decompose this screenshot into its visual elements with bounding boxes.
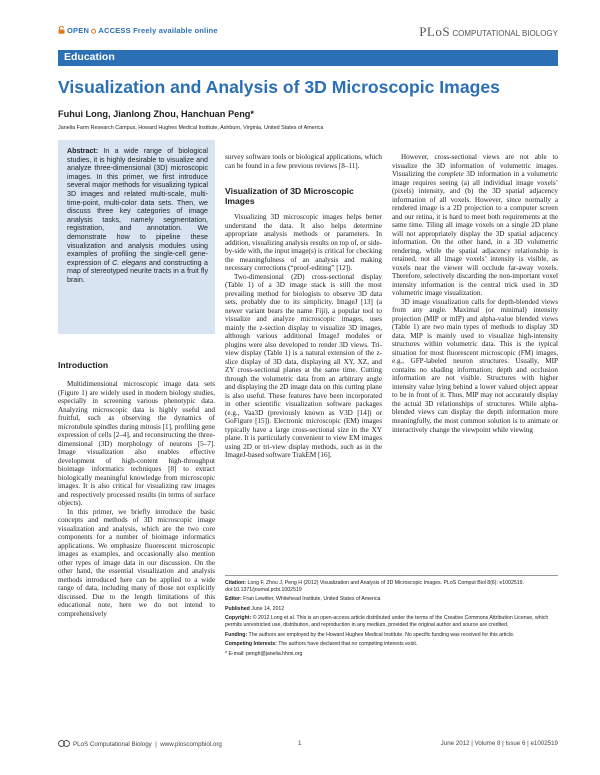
affiliation: Janelia Farm Research Campus, Howard Hughes Medical Institute, Ashburn, Virginia, United States of America — [58, 125, 324, 131]
email-line: * E-mail: pengh@janelia.hhmi.org — [225, 650, 303, 657]
open-access-badge: OPEN ACCESS Freely available online — [58, 26, 218, 35]
paragraph: Visualizing 3D microscopic images helps better understand the data. It also helps determine appropriate analysis methods or parameters. In addition, visualizing analysis results on top of, or side-by-side with, the input image(s) is critical for checking the meaningfulness of an analysis and making necessary corrections (“proof-editing” [12]). — [225, 213, 382, 273]
paragraph: However, cross-sectional views are not able to visualize the 3D information of volumetric images. Visualizing the complete 3D information in a volumetric image requires seeing (a) all individual image voxels’ (pixels) intensity, and (b) the 3D spatial adjacency information of all voxels. However, since normally a rendered image is a 2D projection to a computer screen and our retina, it is hard to meet both requirements at the same time. Tiling all image voxels on a single 2D plane will not appropriately display the 3D spatial adjacency information. On the other hand, in a 3D volumetric rendering, while the spatial adjacency relationship is retained, not all image voxels’ intensity is visible, as voxels near the viewer will occlude far-away voxels. Therefore, selectively discarding the non-important voxel intensity information is the central trick used in 3D volumetric image visualization. — [392, 153, 558, 298]
section-banner — [58, 50, 558, 66]
issue-info: June 2012 | Volume 8 | Issue 6 | e1002519 — [440, 740, 558, 747]
paragraph: survey software tools or biological applications, which can be found in a few previous reviews [8–11]. — [225, 153, 382, 170]
plos-logo-icon — [58, 740, 70, 747]
journal-url-link[interactable]: www.ploscompbiol.org — [160, 741, 222, 748]
competing-interests-line: Competing Interests: The authors have declared that no competing interests exist. — [225, 641, 418, 648]
column-3 — [392, 153, 558, 434]
section-label: Education — [64, 51, 115, 63]
introduction-heading: Introduction — [58, 360, 109, 370]
column-2 — [225, 153, 382, 170]
editor-line: Editor: Fran Lewitter, Whitehead Institute, United States of America — [225, 596, 381, 603]
abstract-label: Abstract: — [67, 147, 99, 155]
author-list: Fuhui Long, Jianlong Zhou, Hanchuan Peng* — [58, 109, 254, 119]
journal-logo: PLoS COMPUTATIONAL BIOLOGY — [419, 24, 558, 39]
citation-box — [225, 575, 558, 660]
paragraph: 3D image visualization calls for depth-blended views from any angle. Maximal (or minimal) intensity projection (MIP or mIP) and alpha-value blended views (Table 1) are two main types of methods to display 3D data. MIP is mainly used to visualize high-intensity structures within volumetric data. This is the typical situation for most fluorescent microscopic (FM) images, e.g., GFP-labeled neuron structures. Usually, MIP contains no shading information; depth and occlusion information are not visible. Structures with higher intensity value lying behind a lower valued object appear to be in front of it. Thus, MIP may not accurately display the actual 3D relationships of structures. While alpha-blended views can display the depth information more meaningfully, the most common solution is to animate or interactively change the viewpoint while viewing — [392, 297, 558, 434]
copyright-line: Copyright: © 2012 Long et al. This is an open-access article distributed under the terms of the Creative Commons Attribution License, which permits unrestricted use, distribution, and reproduction in any medium, provided the original author and source are credited. — [225, 615, 549, 628]
abstract-text: Abstract: In a wide range of biological studies, it is highly desirable to visualize and analyze three-dimensional (3D) microscopic images. In this primer, we first introduce several major methods for visualizing typical 3D images and related multi-scale, multi-time-point, multi-color data sets. Then, we discuss three key categories of image analysis tasks, namely segmentation, registration, and annotation. We demonstrate how to pipeline these visualization and analysis modules using examples of profiling the single-cell gene-expression of C. elegans and constructing a map of stereotyped neurite tracts in a fruit fly brain. — [67, 147, 208, 284]
article-title: Visualization and Analysis of 3D Microscopic Images — [58, 77, 500, 97]
open-lock-icon — [58, 26, 65, 34]
footer-journal: PLoS Computational Biology | www.ploscompbiol.org — [58, 740, 222, 748]
column-1 — [58, 380, 215, 618]
citation-line: Citation: Long F, Zhou J, Peng H (2012) Visualization and Analysis of 3D Microscopic Images. PLoS Comput Biol 8(6): e1002519. doi:10.1371/journal.pcbi.1002519 — [225, 580, 524, 593]
published-line: Published June 14, 2012 — [225, 605, 285, 612]
page-number: 1 — [298, 740, 302, 747]
column-2-body — [225, 213, 382, 460]
species-name: C. elegans — [112, 258, 147, 267]
journal-header — [58, 24, 558, 40]
paragraph: In this primer, we briefly introduce the basic concepts and methods of 3D microscopic image visualization and analysis, which are the two core components for a number of bioimage informatics applications. We emphasize fluorescent microscopic images as examples, and occasionally also mention other types of image data in our discussion. On the other hand, the essential visualization and analysis methods introduced here can be applied to a wide range of data, including many of those not explicitly discussed. Due to the length limitations of this educational note, here we do not intend to comprehensively — [58, 507, 215, 618]
paragraph: Two-dimensional (2D) cross-sectional display (Table 1) of a 3D image stack is still the most prevailing method for biologists to observe 3D data sets, probably due to its simplicity. ImageJ [13] (a newer variant bears the name Fiji), a popular tool to visualize and analyze microscopic images, uses mainly the z-section display to visualize 3D images, although various additional ImageJ modules or plugins were also developed to render 3D views. Tri-view display (Table 1) is a natural extension of the z-slice display of 3D data, displaying all XY, XZ, and ZY cross-sectional planes at the same time. Cutting through the volumetric data from an arbitrary angle and displaying the 2D image data on this cutting plane is also useful. These features have been incorporated in other scientific visualization software packages (e.g., Vaa3D (previously known as V3D [14]) or GoFigure [15]). Electronic microscopic (EM) images typically have a large cross-sectional size in the XY plane. It is particularly convenient to view EM images using 2D or tri-view display methods, such as in the ImageJ-based software TrakEM [16]. — [225, 272, 382, 460]
open-access-symbol-icon — [91, 27, 96, 34]
funding-line: Funding: The authors are employed by the Howard Hughes Medical Institute. No specific funding was received for this article. — [225, 631, 515, 638]
paragraph: Multidimensional microscopic image data sets (Figure 1) are widely used in modern biology studies, especially in screening various phenotypic data. Analyzing microscopic data is highly useful and fruitful, such as observing the dynamics of microtubule spindles during mitosis [1], profiling gene expression of cells [2–4], and reconstructing the three-dimensional (3D) morphology of neurons [5–7]. Image visualization also enables effective development of high-content high-throughput bioimage informatics techniques [8] to extract biologically meaningful knowledge from microscopic images. It is also critical for visualizing raw images and respectively processed results (in terms of surface objects). — [58, 380, 215, 508]
abstract-box — [58, 140, 215, 334]
visualization-heading: Visualization of 3D Microscopic Images — [225, 186, 354, 207]
